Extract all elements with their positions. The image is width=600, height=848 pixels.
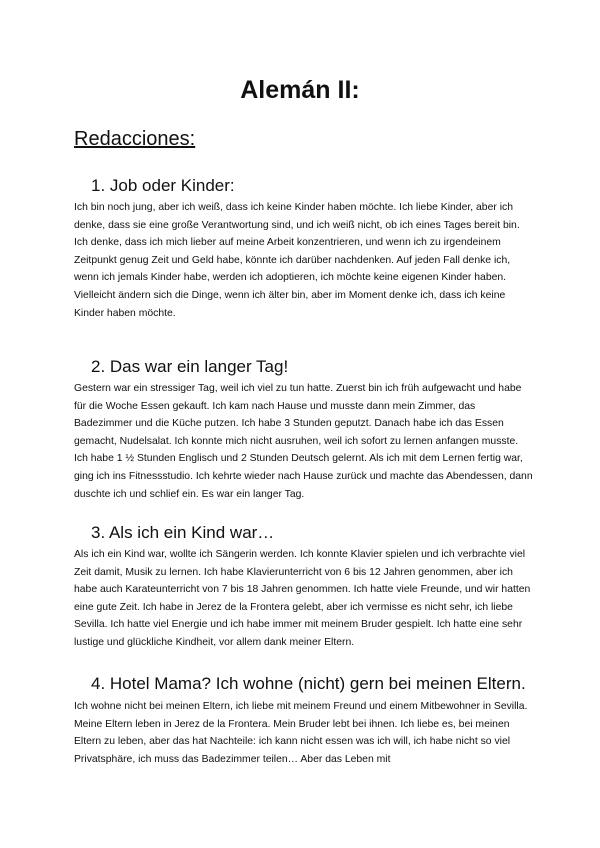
essay-heading-2: 2. Das war ein langer Tag!: [91, 357, 289, 376]
essay-text-1: Ich bin noch jung, aber ich weiß, dass ich keine Kinder haben möchte. Ich liebe Kinder, aber ich denke, dass sie eine große Verantwortung sind, und ich weiß nicht, ob ich eines Tages bereit bin. Ich denke, dass ich mich lieber auf meine Arbeit konzentrieren, und wenn ich zu irgendeinem Zeitpunkt genug Zeit und Geld habe, könnte ich darüber nachdenken. Auf jeden Fall denke ich, wenn ich jemals Kinder habe, werden ich adoptieren, ich möchte keine eigenen Kinder haben. Vielleicht ändern sich die Dinge, wenn ich älter bin, aber im Moment denke ich, dass ich keine Kinder haben möchte.: [74, 202, 520, 319]
essay-text-2: Gestern war ein stressiger Tag, weil ich viel zu tun hatte. Zuerst bin ich früh aufgewacht und habe für die Woche Essen gekauft. Ich kam nach Hause und musste dann mein Zimmer, das Badezimmer und die Küche putzen. Ich habe 3 Stunden geputzt. Danach habe ich das Essen gemacht, Nudelsalat. Ich konnte mich nicht ausruhen, weil ich sofort zu lernen anfangen musste. Ich habe 1 ½ Stunden Englisch und 2 Stunden Deutsch gelernt. Als ich mit dem Lernen fertig war, ging ich ins Fitnessstudio. Ich kehrte wieder nach Hause zurück und machte das Abendessen, dann duschte ich und schlief ein. Es war ein langer Tag.: [74, 383, 533, 500]
essay-text-3: Als ich ein Kind war, wollte ich Sängerin werden. Ich konnte Klavier spielen und ich verbrachte viel Zeit damit, Musik zu lernen. Ich habe Klavierunterricht von 6 bis 12 Jahren genommen, aber ich habe auch Karateunterricht von 7 bis 18 Jahren genommen. Ich hatte viele Freunde, und wir hatten eine gute Zeit. Ich habe in Jerez de la Frontera gelebt, aber ich vermisse es nicht sehr, ich liebe Sevilla. Ich hatte viel Energie und ich habe immer mit meinem Bruder gespielt. Ich hatte eine sehr lustige und glückliche Kindheit, vor allem dank meiner Eltern.: [74, 549, 531, 648]
essay-heading-4: 4. Hotel Mama? Ich wohne (nicht) gern bei meinen Eltern.: [91, 674, 526, 693]
section-heading: Redacciones:: [74, 128, 196, 150]
essay-text-4: Ich wohne nicht bei meinen Eltern, ich liebe mit meinem Freund und einem Mitbewohner in Sevilla. Meine Eltern leben in Jerez de la Frontera. Mein Bruder lebt bei ihnen. Ich liebe es, bei meinen Eltern zu leben, aber das hat Nachteile: ich kann nicht essen was ich will, ich habe nicht so viel Privatsphäre, ich muss das Badezimmer teilen… Aber das Leben mit: [74, 701, 528, 765]
essay-heading-1: 1. Job oder Kinder:: [91, 176, 235, 195]
essay-heading-3: 3. Als ich ein Kind war…: [91, 523, 275, 542]
document-title: Alemán II:: [240, 76, 360, 104]
